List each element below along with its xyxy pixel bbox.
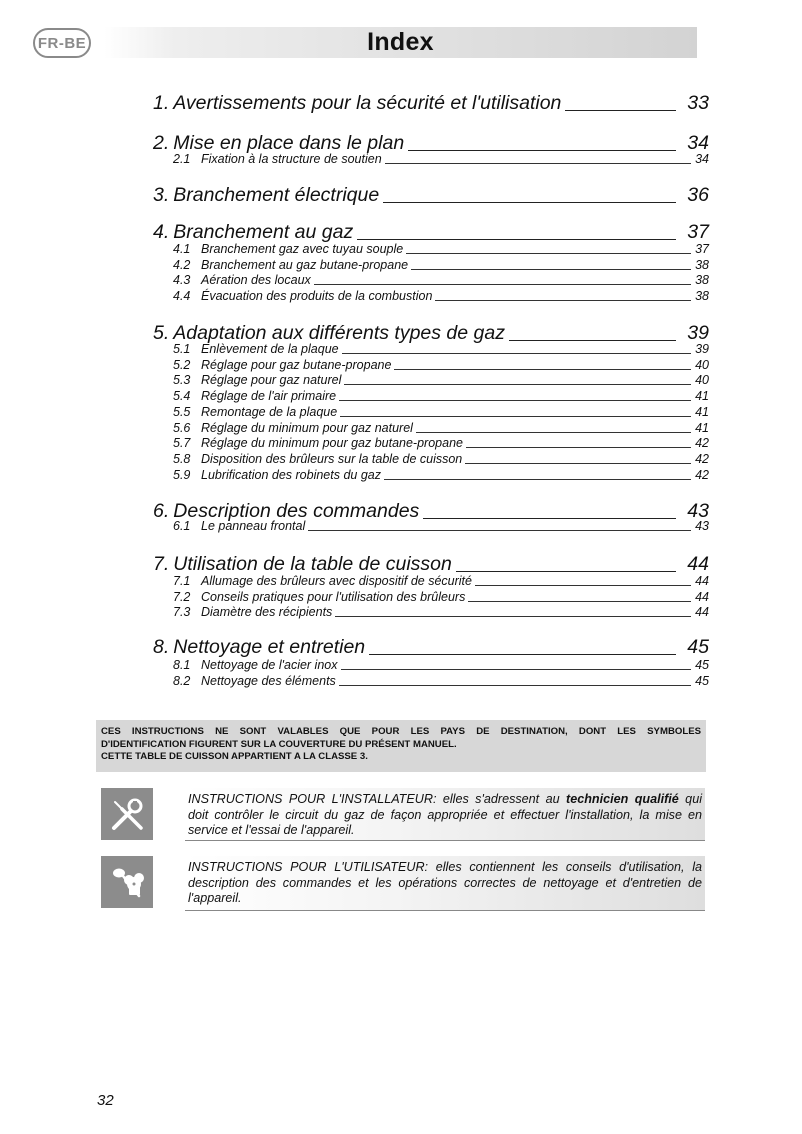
toc-subsection-6-1 [173, 518, 709, 533]
toc-subsection-page: 40 [695, 373, 709, 388]
toc-subsection-page: 45 [695, 673, 709, 688]
toc-leader [416, 432, 691, 433]
toc-leader [565, 110, 676, 111]
toc-subsection-8-2 [173, 673, 709, 688]
installer-text-before: INSTRUCTIONS POUR L'INSTALLATEUR: elles s'adressent au [188, 792, 566, 806]
toc-subsection-4-1 [173, 241, 709, 256]
toc-leader [384, 479, 691, 480]
toc-subsection-5-1 [173, 341, 709, 356]
toc-leader [435, 300, 691, 301]
toc-section-number: 5. [153, 322, 170, 344]
toc-subsection-page: 42 [695, 436, 709, 451]
toc-subsection-title: Réglage de l'air primaire [201, 389, 337, 404]
toc-subsection-5-7 [173, 435, 709, 450]
toc-subsection-number: 7.1 [173, 574, 191, 588]
toc-subsection-number: 4.4 [173, 289, 191, 304]
toc-subsection-4-4 [173, 288, 709, 303]
toc-section-label [153, 92, 561, 114]
toc-subsection-page: 44 [695, 574, 709, 588]
installer-text-bold: technicien qualifié [566, 792, 679, 806]
toc-subsection-label [173, 273, 311, 287]
toc-subsection-label [173, 468, 381, 482]
toc-leader [340, 416, 691, 417]
toc-section-title: Branchement au gaz [173, 221, 354, 243]
toc-subsection-page: 41 [695, 404, 709, 419]
toc-subsection-page: 39 [695, 342, 709, 356]
toc-leader [335, 616, 691, 617]
toc-subsection-label [173, 389, 336, 403]
toc-subsection-number: 4.1 [173, 242, 191, 256]
toc-subsection-label [173, 152, 382, 166]
toc-leader [385, 163, 691, 164]
toc-subsection-number: 8.2 [173, 673, 191, 688]
toc-subsection-label [173, 436, 463, 450]
toc-subsection-page: 37 [695, 242, 709, 256]
user-text: INSTRUCTIONS POUR L'UTILISATEUR: elles contiennent les conseils d'utilisation, la description des commandes et les opérations correctes de nettoyage et d'entretien de l'appareil. [188, 860, 702, 905]
toc-subsection-label [173, 590, 465, 604]
toc-leader [369, 654, 676, 655]
toc-subsection-title: Allumage des brûleurs avec dispositif de sécurité [201, 574, 472, 588]
toc-section-number: 2. [153, 132, 170, 154]
toc-subsection-page: 45 [695, 658, 709, 672]
toc-leader [344, 384, 691, 385]
toc-section-page: 43 [687, 500, 709, 522]
toc-subsection-title: Lubrification des robinets du gaz [201, 467, 381, 482]
toc-subsection-title: Enlèvement de la plaque [201, 342, 339, 356]
toc-subsection-number: 5.7 [173, 436, 191, 451]
toc-subsection-number: 5.9 [173, 467, 191, 482]
toc-subsection-title: Branchement gaz avec tuyau souple [201, 242, 404, 256]
toc-subsection-title: Fixation à la structure de soutien [201, 152, 382, 166]
title-bar [104, 27, 697, 58]
toc-subsection-8-1 [173, 657, 709, 672]
toc-leader [314, 284, 691, 285]
toc-subsection-page: 42 [695, 467, 709, 482]
toc-section-title: Avertissements pour la sécurité et l'utilisation [173, 92, 562, 114]
toc-section-title: Utilisation de la table de cuisson [173, 553, 452, 575]
toc-subsection-5-9 [173, 467, 709, 482]
toc-subsection-title: Aération des locaux [201, 273, 311, 288]
toc-section-title: Mise en place dans le plan [173, 132, 405, 154]
toc-leader [341, 669, 692, 670]
user-instructions [185, 856, 705, 911]
toc-subsection-title: Remontage de la plaque [201, 404, 338, 419]
toc-subsection-page: 41 [695, 389, 709, 404]
toc-subsection-5-8 [173, 451, 709, 466]
chef-spoon-icon [101, 856, 153, 908]
toc-subsection-page: 43 [695, 519, 709, 533]
toc-subsection-4-2 [173, 257, 709, 272]
language-badge [33, 28, 91, 58]
toc-leader [466, 447, 691, 448]
toc-section-label [153, 636, 365, 658]
toc-section-1 [153, 90, 709, 114]
toc-subsection-page: 38 [695, 273, 709, 288]
toc-section-number: 4. [153, 221, 170, 243]
toc-subsection-number: 8.1 [173, 658, 191, 672]
toc-subsection-7-3 [173, 604, 709, 619]
toc-subsection-5-6 [173, 420, 709, 435]
toc-subsection-label [173, 405, 337, 419]
toc-section-number: 1. [153, 92, 170, 114]
page-number: 32 [97, 1092, 114, 1109]
toc-subsection-number: 6.1 [173, 519, 191, 533]
toc-subsection-label [173, 658, 338, 672]
toc-subsection-5-5 [173, 404, 709, 419]
toc-leader [383, 202, 676, 203]
toc-subsection-label [173, 519, 305, 533]
toc-subsection-2-1 [173, 151, 709, 166]
toc-section-page: 37 [687, 221, 709, 243]
toc-section-number: 3. [153, 184, 170, 206]
toc-subsection-label [173, 605, 332, 619]
toc-section-page: 45 [687, 636, 709, 658]
toc-subsection-title: Branchement au gaz butane-propane [201, 257, 409, 272]
toc-leader [357, 239, 676, 240]
toc-leader [411, 269, 691, 270]
toc-subsection-4-3 [173, 272, 709, 287]
toc-subsection-label [173, 452, 462, 466]
toc-leader [406, 253, 691, 254]
toc-subsection-label [173, 242, 403, 256]
notice-box [96, 720, 706, 772]
toc-subsection-7-2 [173, 589, 709, 604]
toc-leader [339, 685, 691, 686]
toc-section-7 [153, 551, 709, 575]
toc-subsection-number: 7.3 [173, 605, 191, 620]
toc-leader [456, 571, 676, 572]
page-title: Index [367, 28, 434, 56]
toc-subsection-page: 38 [695, 257, 709, 272]
toc-section-number: 7. [153, 553, 170, 575]
toc-subsection-number: 5.8 [173, 451, 191, 466]
toc-subsection-number: 7.2 [173, 589, 191, 604]
toc-section-4 [153, 219, 709, 243]
toc-subsection-page: 41 [695, 420, 709, 435]
toc-leader [308, 530, 691, 531]
toc-section-page: 36 [687, 184, 709, 206]
toc-subsection-label [173, 574, 472, 588]
toc-subsection-title: Réglage pour gaz naturel [201, 373, 342, 388]
toc-subsection-title: Diamètre des récipients [201, 605, 333, 620]
toc-section-3 [153, 182, 709, 206]
toc-subsection-title: Nettoyage de l'acier inox [201, 658, 338, 672]
toc-section-label [153, 221, 353, 243]
toc-subsection-label [173, 421, 413, 435]
wrench-screwdriver-icon [101, 788, 153, 840]
toc-subsection-title: Disposition des brûleurs sur la table de cuisson [201, 451, 463, 466]
toc-subsection-title: Le panneau frontal [201, 519, 306, 533]
toc-subsection-number: 2.1 [173, 152, 191, 166]
toc-subsection-title: Réglage du minimum pour gaz naturel [201, 420, 413, 435]
toc-subsection-label [173, 674, 336, 688]
toc-section-title: Adaptation aux différents types de gaz [173, 322, 505, 344]
toc-subsection-label [173, 258, 408, 272]
notice-line-2: D'IDENTIFICATION FIGURENT SUR LA COUVERTURE DU PRÉSENT MANUEL. [101, 738, 457, 750]
toc-leader [468, 601, 691, 602]
toc-subsection-number: 4.3 [173, 273, 191, 288]
toc-subsection-7-1 [173, 573, 709, 588]
toc-section-title: Nettoyage et entretien [173, 636, 366, 658]
toc-subsection-number: 5.3 [173, 373, 191, 388]
toc-subsection-number: 4.2 [173, 257, 191, 272]
toc-leader [465, 463, 691, 464]
toc-subsection-title: Réglage du minimum pour gaz butane-propane [201, 436, 463, 451]
toc-section-label [153, 553, 452, 575]
toc-subsection-page: 42 [695, 451, 709, 466]
toc-subsection-label [173, 342, 339, 356]
toc-subsection-5-2 [173, 357, 709, 372]
toc-subsection-number: 5.5 [173, 404, 191, 419]
toc-section-label [153, 184, 379, 206]
toc-subsection-number: 5.4 [173, 389, 191, 404]
notice-line-3: CETTE TABLE DE CUISSON APPARTIENT A LA CLASSE 3. [101, 751, 368, 763]
toc-subsection-label [173, 373, 341, 387]
toc-subsection-page: 38 [695, 289, 709, 304]
toc-subsection-label [173, 289, 432, 303]
toc-subsection-number: 5.6 [173, 420, 191, 435]
notice-line-1: CES INSTRUCTIONS NE SONT VALABLES QUE POUR LES PAYS DE DESTINATION, DONT LES SYMBOLES [101, 726, 701, 737]
toc-section-page: 34 [687, 132, 709, 154]
toc-leader [342, 353, 691, 354]
installer-text-after: qui doit contrôler le circuit du gaz de façon appropriée et effectuer l'installation, la mise en service et l'essai de l'appareil. [188, 792, 702, 837]
toc-section-number: 8. [153, 636, 170, 658]
toc-subsection-number: 5.1 [173, 342, 191, 356]
installer-instructions [185, 788, 705, 841]
toc-subsection-5-4 [173, 388, 709, 403]
toc-section-title: Description des commandes [173, 500, 420, 522]
toc-subsection-page: 44 [695, 605, 709, 620]
toc-subsection-title: Nettoyage des éléments [201, 673, 336, 688]
toc-section-page: 39 [687, 322, 709, 344]
toc-subsection-page: 44 [695, 589, 709, 604]
toc-section-number: 6. [153, 500, 170, 522]
toc-section-page: 44 [687, 553, 709, 575]
toc-subsection-5-3 [173, 372, 709, 387]
toc-section-page: 33 [687, 92, 709, 114]
toc-section-title: Branchement électrique [173, 184, 380, 206]
toc-subsection-label [173, 358, 391, 372]
toc-leader [339, 400, 691, 401]
toc-subsection-number: 5.2 [173, 357, 191, 372]
toc-leader [475, 585, 691, 586]
toc-subsection-page: 34 [695, 152, 709, 166]
toc-leader [394, 369, 691, 370]
toc-subsection-title: Conseils pratiques pour l'utilisation des brûleurs [201, 589, 466, 604]
language-badge-label: FR-BE [37, 34, 87, 52]
toc-section-8 [153, 634, 709, 658]
toc-subsection-title: Évacuation des produits de la combustion [201, 289, 433, 304]
toc-subsection-title: Réglage pour gaz butane-propane [201, 357, 392, 372]
toc-subsection-page: 40 [695, 357, 709, 372]
